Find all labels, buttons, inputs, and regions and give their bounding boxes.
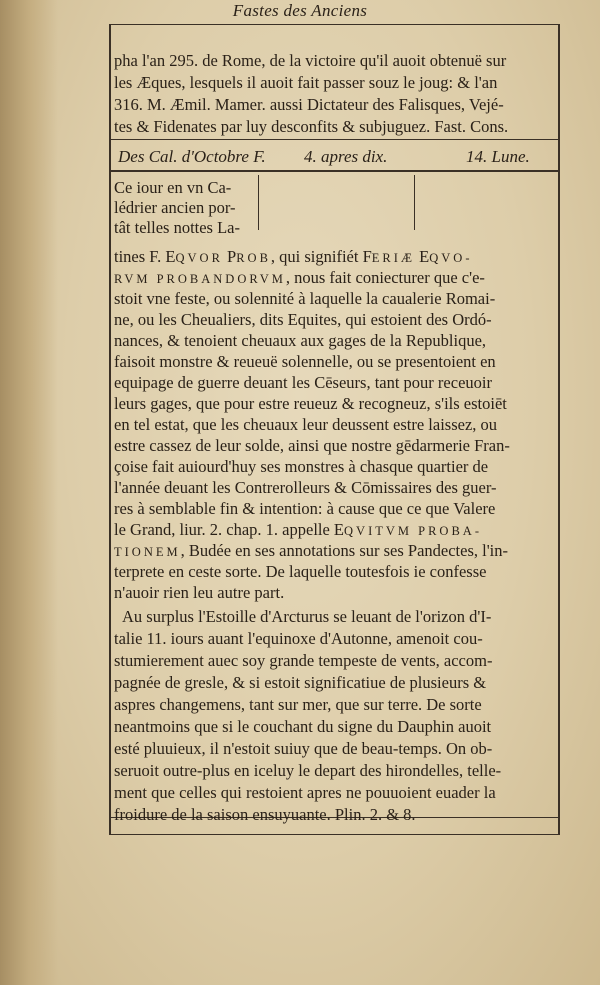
- text-line: les Æques, lesquels il auoit fait passer souz le joug: & l'an: [114, 73, 498, 92]
- text-line: froidure de la saison ensuyuante. Plin. 2. & 8.: [114, 805, 416, 824]
- text-line: esté pluuieux, il n'estoit suiuy que de beau-temps. On ob-: [114, 739, 493, 758]
- text-line: faisoit monstre & reueuë solennelle, ou se presentoient en: [114, 352, 496, 371]
- text-line: ne, ou les Cheualiers, dits Equites, qui estoient des Ordó-: [114, 310, 492, 329]
- text-line: talie 11. iours auant l'equinoxe d'Autonne, amenoit cou-: [114, 629, 483, 648]
- text-line: seruoit outre-plus en iceluy le depart des hirondelles, telle-: [114, 761, 502, 780]
- small-caps-run: QVITVM PROBA-: [344, 524, 482, 538]
- small-caps-run: ERIÆ: [371, 251, 416, 265]
- text-line: l'année deuant les Contrerolleurs & Cōmissaires des guer-: [114, 478, 497, 497]
- text-line: 316. M. Æmil. Mamer. aussi Dictateur des Falisques, Vejé-: [114, 95, 504, 114]
- small-caps-run: ROB: [236, 251, 271, 265]
- text-line: lédrier ancien por-: [114, 198, 236, 217]
- text-run: le Grand, liur. 2. chap. 1. appelle E: [114, 520, 345, 539]
- text-line: [114, 519, 482, 542]
- small-caps-run: RVM PROBANDORVM: [114, 272, 286, 286]
- text-line: pha l'an 295. de Rome, de la victoire qu'il auoit obtenuë sur: [114, 51, 507, 70]
- text-line: [114, 246, 472, 269]
- text-line: en tel estat, que les cheuaux leur deussent estre laissez, ou: [114, 415, 498, 434]
- text-line: estre cassez de leur solde, ainsi que nostre gēdarmerie Fran-: [114, 436, 510, 455]
- text-run: P: [222, 247, 237, 266]
- blank-cell-left-rule: [258, 175, 259, 230]
- calendar-moon: 14. Lune.: [466, 147, 530, 166]
- text-line: Au surplus l'Estoille d'Arcturus se leuant de l'orizon d'I-: [122, 607, 492, 626]
- text-line: [114, 267, 485, 290]
- frame-right-rule: [558, 24, 560, 834]
- small-caps-run: TIONEM: [114, 545, 181, 559]
- text-line: stumierement auec soy grande tempeste de vents, accom-: [114, 651, 493, 670]
- text-line: aspres changemens, tant sur mer, que sur terre. De sorte: [114, 695, 482, 714]
- frame-top-rule: [109, 24, 560, 25]
- frame-bottom-rule-outer: [109, 834, 560, 835]
- text-line: nances, & tenoient cheuaux aux gages de la Republique,: [114, 331, 487, 350]
- running-title: Fastes des Anciens: [232, 1, 368, 20]
- text-line: stoit vne feste, ou solennité à laquelle la caualerie Romai-: [114, 289, 496, 308]
- text-line: Ce iour en vn Ca-: [114, 178, 232, 197]
- text-line: terprete en ceste sorte. De laquelle toutesfois ie confesse: [114, 562, 487, 581]
- text-run: tines F. E: [114, 247, 176, 266]
- small-caps-run: QVO-: [429, 251, 473, 265]
- small-caps-run: QVOR: [175, 251, 223, 265]
- frame-left-rule: [109, 24, 111, 834]
- text-line: çoise fait auiourd'huy ses monstres à chasque quartier de: [114, 457, 489, 476]
- text-line: res à semblable fin & intention: à cause que ce que Valere: [114, 499, 496, 518]
- binding-shadow: [0, 0, 58, 985]
- text-line: ment que celles qui restoient apres ne pouuoient euader la: [114, 783, 496, 802]
- text-line: neantmoins que si le couchant du signe du Dauphin auoit: [114, 717, 492, 736]
- text-run: E: [415, 247, 430, 266]
- calendar-row-bottom-rule: [111, 170, 558, 172]
- blank-cell-right-rule: [414, 175, 415, 230]
- text-run: , nous fait coniecturer que c'e-: [285, 268, 485, 287]
- text-line: pagnée de gresle, & si estoit significatiue de plusieurs &: [114, 673, 487, 692]
- calendar-date: Des Cal. d'Octobre F.: [118, 147, 266, 166]
- text-line: leurs gages, que pour estre reueuz & recogneuz, s'ils estoiēt: [114, 394, 507, 413]
- calendar-count: 4. apres dix.: [304, 147, 388, 166]
- text-run: , qui signifiét F: [270, 247, 372, 266]
- calendar-row-top-rule: [111, 139, 558, 140]
- text-line: equipage de guerre deuant les Cēseurs, tant pour receuoir: [114, 373, 492, 392]
- text-line: tes & Fidenates par luy desconfits & subjuguez. Fast. Cons.: [114, 117, 509, 136]
- text-line: [114, 540, 508, 563]
- text-line: tât telles nottes La-: [114, 218, 240, 237]
- text-line: n'auoir rien leu autre part.: [114, 583, 285, 602]
- text-run: , Budée en ses annotations sur ses Pandectes, l'in-: [180, 541, 509, 560]
